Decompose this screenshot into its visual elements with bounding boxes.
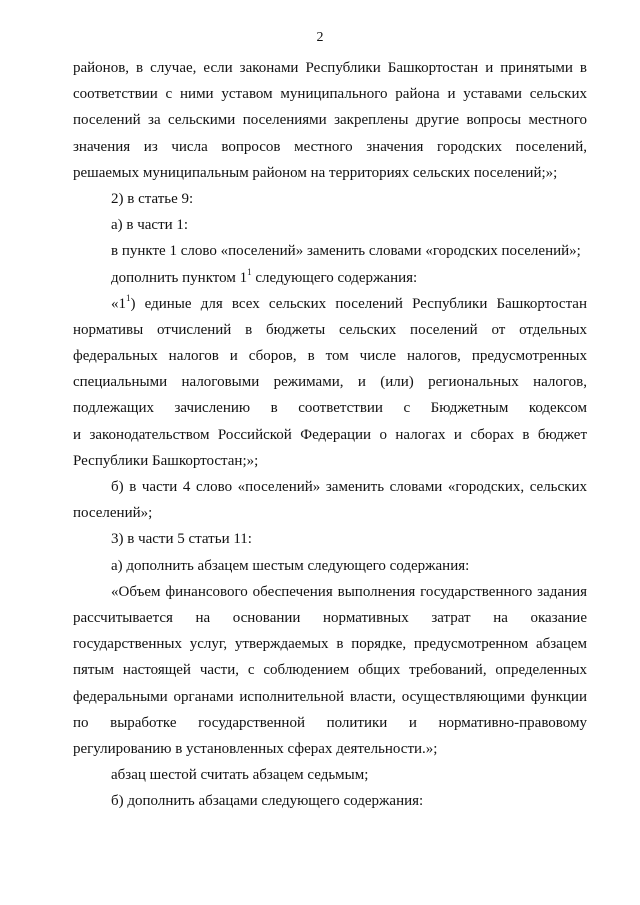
text-line: в пункте 1 слово «поселений» заменить словами «городских поселений»;	[111, 243, 581, 260]
text-line: регулированию в установленных сферах деятельности.»;	[73, 740, 438, 757]
text-line: абзац шестой считать абзацем седьмым;	[111, 767, 369, 784]
text-line: федеральными органами исполнительной власти, осуществляющими функции	[73, 688, 587, 705]
text-line: решаемых муниципальным районом на территориях сельских поселений;»;	[73, 164, 558, 181]
text-line: Республики Башкортостан;»;	[73, 452, 259, 469]
text-fragment: «1	[111, 295, 126, 312]
text-line: подлежащих зачислению в соответствии с Бюджетным кодексом	[73, 400, 587, 417]
text-line: а) дополнить абзацем шестым следующего содержания:	[111, 557, 470, 574]
page-number: 2	[316, 30, 324, 45]
text-line-with-superscript	[73, 265, 587, 291]
text-line: значения из числа вопросов местного значения городских поселений,	[73, 138, 587, 155]
document-body	[73, 55, 587, 814]
superscript: 1	[126, 292, 131, 303]
superscript: 1	[247, 266, 252, 277]
text-line: федеральных налогов и сборов, в том числе налогов, предусмотренных	[73, 348, 587, 365]
text-line: поселений за сельскими поселениями закреплены другие вопросы местного	[73, 112, 587, 129]
text-line-with-superscript	[73, 291, 587, 317]
text-line: и законодательством Российской Федерации о налогах и сборах в бюджет	[73, 426, 587, 443]
text-line: государственных услуг, утверждаемых в порядке, предусмотренном абзацем	[73, 636, 587, 653]
text-line: районов, в случае, если законами Республики Башкортостан и принятыми в	[73, 60, 587, 76]
text-line: «Объем финансового обеспечения выполнения государственного задания	[111, 583, 587, 600]
text-line: пятым настоящей части, с соблюдением общих требований, определенных	[73, 662, 587, 679]
text-fragment: следующего содержания:	[251, 269, 418, 286]
text-line: рассчитывается на основании нормативных затрат на оказание	[73, 609, 587, 626]
text-line: а) в части 1:	[111, 217, 189, 234]
text-line: б) дополнить абзацами следующего содержания:	[111, 793, 424, 810]
text-fragment: ) единые для всех сельских поселений Республики Башкортостан	[130, 295, 587, 312]
text-line: нормативы отчислений в бюджеты сельских поселений от отдельных	[73, 321, 587, 338]
text-line: специальными налоговыми режимами, и (или) региональных налогов,	[73, 374, 587, 391]
text-line: поселений»;	[73, 505, 153, 522]
text-line: 3) в части 5 статьи 11:	[111, 531, 252, 548]
text-fragment: дополнить пунктом 1	[111, 269, 248, 286]
text-line: по выработке государственной политики и нормативно-правовому	[73, 714, 587, 731]
text-line: 2) в статье 9:	[111, 190, 194, 207]
text-line: б) в части 4 слово «поселений» заменить словами «городских, сельских	[111, 479, 587, 495]
text-line: соответствии с ними уставом муниципального района и уставами сельских	[73, 86, 587, 103]
